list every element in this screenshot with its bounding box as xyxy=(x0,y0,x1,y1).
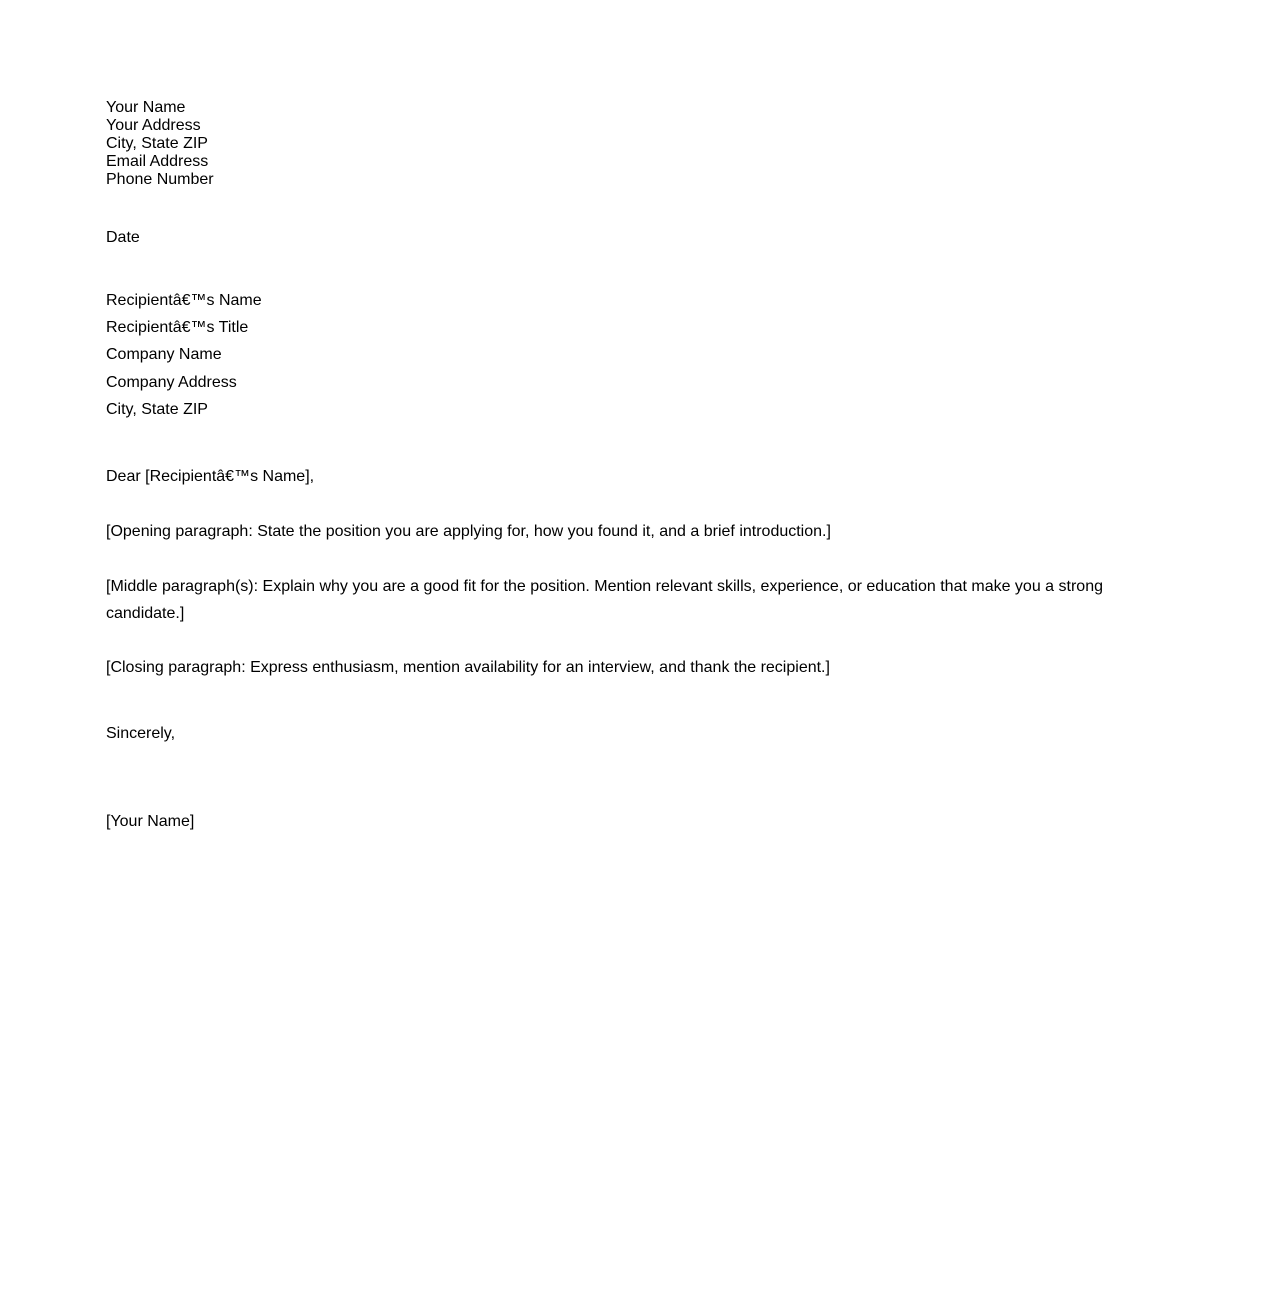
salutation: Dear [Recipientâ€™s Name], xyxy=(106,468,315,485)
signoff: Sincerely, xyxy=(106,725,176,742)
sender-city-state-zip: City, State ZIP xyxy=(106,135,208,152)
recipient-name: Recipientâ€™s Name xyxy=(106,292,262,309)
middle-paragraph: [Middle paragraph(s): Explain why you are a good fit for the position. Mention relevant skills, experience, or education that make you a strong candidate.] xyxy=(106,578,1103,622)
opening-paragraph: [Opening paragraph: State the position you are applying for, how you found it, and a brief introduction.] xyxy=(106,523,831,540)
recipient-title: Recipientâ€™s Title xyxy=(106,319,249,336)
sender-email: Email Address xyxy=(106,153,209,170)
sender-name: Your Name xyxy=(106,99,186,116)
company-name: Company Name xyxy=(106,346,222,363)
closing-paragraph: [Closing paragraph: Express enthusiasm, mention availability for an interview, and thank the recipient.] xyxy=(106,659,830,676)
sender-phone: Phone Number xyxy=(106,171,214,188)
signature-name: [Your Name] xyxy=(106,813,195,830)
letter-date: Date xyxy=(106,229,140,246)
company-address: Company Address xyxy=(106,374,237,391)
sender-address: Your Address xyxy=(106,117,201,134)
company-city-state-zip: City, State ZIP xyxy=(106,401,208,418)
